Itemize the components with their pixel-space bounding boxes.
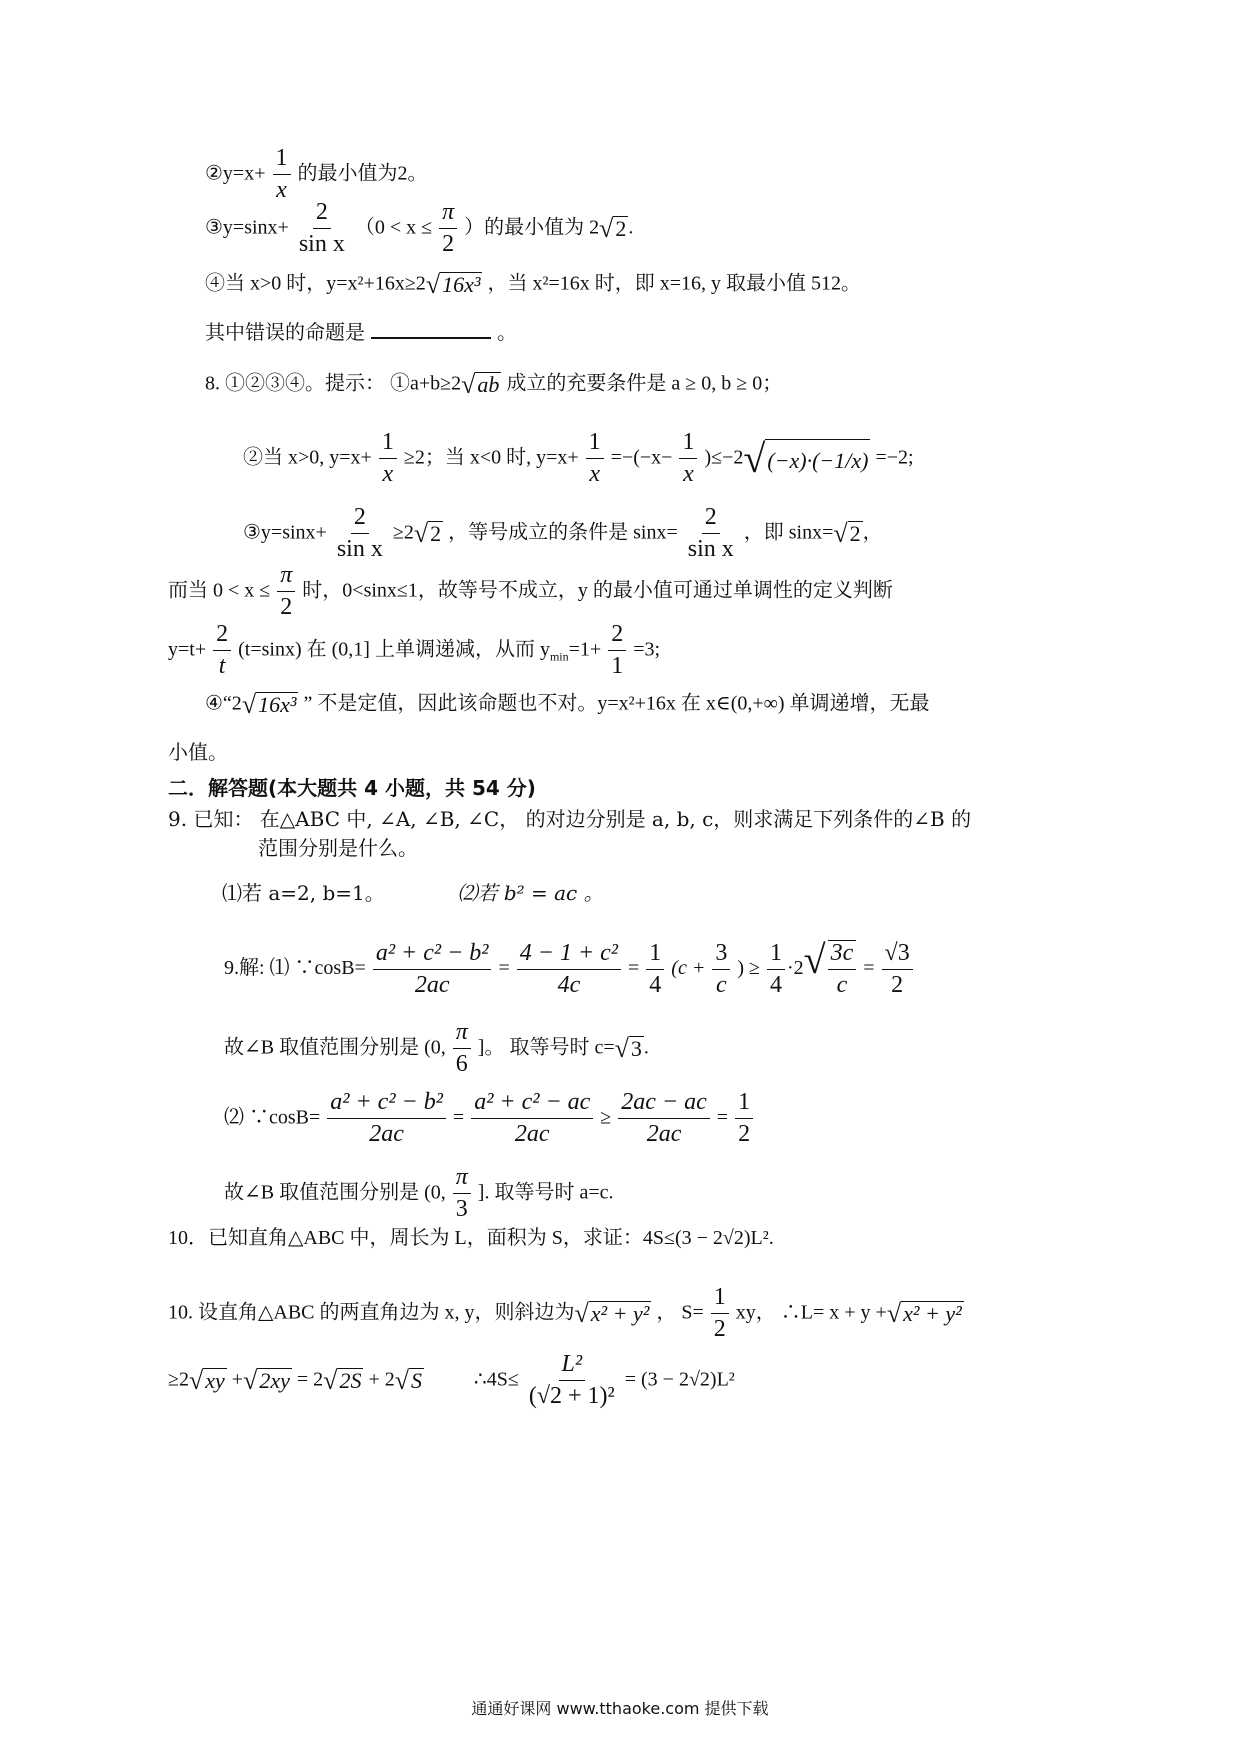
text: ∴4S≤ bbox=[474, 1368, 519, 1391]
text: + bbox=[226, 1368, 244, 1391]
radical: √ x² + y² bbox=[886, 1298, 962, 1328]
text: ⑴若 a=2, b=1。 bbox=[222, 881, 385, 905]
subscript: min bbox=[549, 649, 569, 664]
text: 10．已知直角△ABC 中，周长为 L，面积为 S，求证：4S≤(3 − 2√2)L². bbox=[168, 1227, 774, 1249]
text: 10. 设直角△ABC 的两直角边为 x, y，则斜边为 bbox=[168, 1301, 575, 1324]
hint-3b-line bbox=[168, 563, 893, 620]
fraction: $\frac{3}{c}$ bbox=[712, 941, 730, 998]
text: ③y=sinx+ bbox=[243, 521, 327, 544]
radical: √ 2 bbox=[599, 213, 627, 243]
text: ]. 取等号时 a=c. bbox=[477, 1181, 614, 1204]
solution-9-1-line: 9.解: ⑴ ∵cosB= $\frac{\text{a² + c² − b²}}{2ac}$ = $\frac{\text{4 − 1 + c²}}{4c}$ = $\frac{1}{4}$ (c + $\frac{3}{c}$ ) ≥ $\frac{1}{4}$ ·2 √ $\frac{3c}{c}$ = $\frac{√3}{2}$ bbox=[224, 940, 915, 998]
radical: √ 2S bbox=[323, 1365, 362, 1395]
solution-9-2-line: ⑵ ∵cosB= $\frac{\text{a² + c² − b²}}{2ac}$ = $\frac{\text{a² + c² − ac}}{2ac}$ ≥ $\frac{2ac - ac}{2ac}$ = $\frac{1}{2}$ bbox=[224, 1090, 755, 1147]
fraction: $\frac{\text{a² + c² − b²}}{2ac}$ bbox=[373, 941, 492, 998]
text: ) ≥ bbox=[737, 956, 760, 979]
fraction: $\frac{1}{4}$ bbox=[646, 941, 664, 998]
fraction: $\frac{\text{a² + c² − b²}}{2ac}$ bbox=[327, 1090, 446, 1147]
question-9b-line bbox=[258, 838, 418, 858]
radical: √ x² + y² bbox=[574, 1298, 650, 1328]
text: =3; bbox=[633, 638, 661, 661]
fraction bbox=[296, 200, 348, 257]
text: ≥2 bbox=[392, 521, 414, 544]
text: xy， ∴L= x + y + bbox=[735, 1301, 887, 1324]
fraction: $\frac{1}{2}$ bbox=[735, 1090, 753, 1147]
hint-4b-line bbox=[168, 742, 228, 762]
text: 9.解: ⑴ ∵cosB= bbox=[224, 956, 366, 979]
text: ≥2 bbox=[168, 1368, 189, 1391]
numerator: π bbox=[439, 200, 457, 229]
text: ， S= bbox=[656, 1301, 704, 1324]
prop-3-line bbox=[205, 200, 633, 257]
text: ·2 bbox=[786, 956, 804, 979]
radicand: 16x³ bbox=[442, 272, 481, 297]
text: ， bbox=[862, 521, 883, 544]
text: + 2 bbox=[363, 1368, 395, 1391]
solution-9-1-range-line bbox=[224, 1020, 649, 1077]
text: 故∠B 取值范围分别是 (0, bbox=[224, 1036, 446, 1059]
text: . bbox=[643, 1036, 649, 1059]
prop-4-line bbox=[205, 272, 861, 298]
radical: √ 16x³ bbox=[425, 270, 481, 299]
hint-2-line bbox=[243, 430, 914, 487]
fraction: $\frac{\pi}{2}$ bbox=[277, 563, 295, 620]
text: 而当 0 < x ≤ bbox=[168, 579, 271, 602]
text: ，当 x²=16x 时，即 x=16, y 取最小值 512。 bbox=[487, 272, 862, 295]
radical: √ 3 bbox=[614, 1033, 642, 1063]
fraction: $\frac{1}{x}$ bbox=[679, 430, 697, 487]
hint-3-line bbox=[243, 505, 883, 562]
solution-10b-line bbox=[168, 1352, 735, 1409]
answer-blank bbox=[371, 337, 491, 339]
fraction: $\frac{1}{x}$ bbox=[586, 430, 604, 487]
question-9-line bbox=[168, 809, 971, 829]
denominator: sin x bbox=[298, 231, 345, 258]
fraction: $\frac{2ac - ac}{2ac}$ bbox=[618, 1090, 710, 1147]
radical: √ 2xy bbox=[243, 1365, 290, 1395]
text: 范围分别是什么。 bbox=[258, 836, 418, 860]
question-10-line bbox=[168, 1228, 774, 1248]
text: =−(−x− bbox=[610, 446, 673, 469]
hint-4-line bbox=[205, 692, 930, 718]
text: = (3 − 2√2)L² bbox=[619, 1368, 735, 1391]
fraction bbox=[439, 200, 457, 257]
text: y=t+ bbox=[168, 638, 207, 661]
radical: √ $\frac{3c}{c}$ bbox=[804, 940, 859, 998]
text: 2 bbox=[589, 216, 600, 239]
radical: √ ab bbox=[461, 370, 500, 399]
text: =1+ bbox=[568, 638, 602, 661]
radical: √ S bbox=[394, 1365, 423, 1395]
text: 的最小值为2。 bbox=[297, 162, 428, 185]
radicand: 16x³ bbox=[258, 692, 297, 717]
text: 时，0<sinx≤1，故等号不成立，y 的最小值可通过单调性的定义判断 bbox=[302, 579, 893, 602]
text: = 2 bbox=[291, 1368, 324, 1391]
radicand: (−x)·(−1/x) bbox=[765, 439, 870, 479]
heading-text: 二．解答题(本大题共 4 小题，共 54 分) bbox=[168, 776, 536, 800]
question-line bbox=[205, 322, 517, 342]
text: 8. ①②③④。提示： ①a+b≥2 bbox=[205, 372, 462, 395]
solution-10-line bbox=[168, 1285, 964, 1342]
text: ④当 x>0 时，y=x²+16x≥2 bbox=[205, 272, 426, 295]
text: (t=sinx) 在 (0,1] 上单调递减，从而 y bbox=[238, 638, 550, 661]
text: 小值。 bbox=[168, 740, 228, 764]
text: ]。 取等号时 c= bbox=[477, 1036, 615, 1059]
radical: √ xy bbox=[188, 1365, 225, 1395]
text: ②y=x+ bbox=[205, 162, 266, 185]
text: ，等号成立的条件是 sinx= bbox=[448, 521, 678, 544]
radical: √ (−x)·(−1/x) bbox=[743, 435, 869, 481]
solution-9-2-range-line bbox=[224, 1165, 614, 1222]
radical: √ 2 bbox=[833, 518, 861, 548]
answer-8-line bbox=[205, 372, 782, 398]
text: ）的最小值为 bbox=[464, 216, 585, 239]
fraction: $\frac{\pi}{3}$ bbox=[453, 1165, 471, 1222]
fraction: $\frac{1}{4}$ bbox=[767, 941, 785, 998]
text: 其中错误的命题是 bbox=[205, 320, 365, 344]
section-heading bbox=[168, 778, 536, 798]
fraction: $\frac{\text{L²}}{\text{(√2 + 1)²}}$ bbox=[528, 1351, 615, 1410]
numerator: 1 bbox=[273, 146, 291, 175]
fraction: $\frac{2}{1}$ bbox=[608, 622, 626, 679]
text: （0 < x ≤ bbox=[354, 216, 433, 239]
text: )≤−2 bbox=[704, 446, 744, 469]
prop-2-line bbox=[205, 146, 428, 203]
text: ≥2；当 x<0 时, y=x+ bbox=[403, 446, 579, 469]
fraction: $\frac{\text{4 − 1 + c²}}{4c}$ bbox=[517, 941, 621, 998]
text: (c + bbox=[671, 956, 706, 979]
denominator: x bbox=[276, 177, 287, 204]
footer-text: 通通好课网 www.tthaoke.com 提供下载 bbox=[471, 1699, 769, 1718]
question-9c-line bbox=[222, 883, 604, 903]
fraction: $\frac{2}{t}$ bbox=[213, 622, 231, 679]
text: . bbox=[628, 216, 634, 239]
text: ⑵ ∵cosB= bbox=[224, 1106, 321, 1129]
text: =−2; bbox=[875, 446, 914, 469]
text: 。 bbox=[497, 320, 517, 344]
fraction: $\frac{\pi}{6}$ bbox=[453, 1020, 471, 1077]
text: 故∠B 取值范围分别是 (0, bbox=[224, 1181, 446, 1204]
text: ” 不是定值，因此该命题也不对。y=x²+16x 在 x∈(0,+∞) 单调递增，无最 bbox=[303, 692, 930, 715]
text: ②当 x>0, y=x+ bbox=[243, 446, 372, 469]
fraction bbox=[273, 146, 291, 203]
text: ③y=sinx+ bbox=[205, 216, 289, 239]
text: ，即 sinx= bbox=[743, 521, 834, 544]
hint-3c-line bbox=[168, 622, 660, 679]
fraction: $\frac{2}{\text{sin x}}$ bbox=[336, 504, 383, 563]
fraction: $\frac{1}{2}$ bbox=[711, 1285, 729, 1342]
numerator: 2 bbox=[313, 200, 331, 229]
fraction: $\frac{\text{a² + c² − ac}}{2ac}$ bbox=[471, 1090, 593, 1147]
text: ④“2 bbox=[205, 692, 242, 715]
radicand: ab bbox=[477, 372, 500, 397]
radical: √ 2 bbox=[413, 518, 442, 548]
text: 成立的充要条件是 a ≥ 0, b ≥ 0； bbox=[506, 372, 783, 395]
fraction: $\frac{1}{x}$ bbox=[379, 430, 397, 487]
text: 9. 已知： 在△ABC 中, ∠A, ∠B, ∠C， 的对边分别是 a, b, c，则求满足下列条件的∠B 的 bbox=[168, 807, 972, 831]
radical: √ 16x³ bbox=[241, 690, 297, 719]
radicand: 2 bbox=[615, 215, 627, 241]
fraction: $\frac{√3}{2}$ bbox=[882, 941, 913, 998]
page-footer bbox=[0, 1696, 1240, 1719]
denominator: 2 bbox=[442, 231, 455, 258]
fraction: $\frac{2}{\text{sin x}}$ bbox=[687, 504, 734, 563]
text: ⑵若 b² = ac 。 bbox=[457, 881, 604, 905]
